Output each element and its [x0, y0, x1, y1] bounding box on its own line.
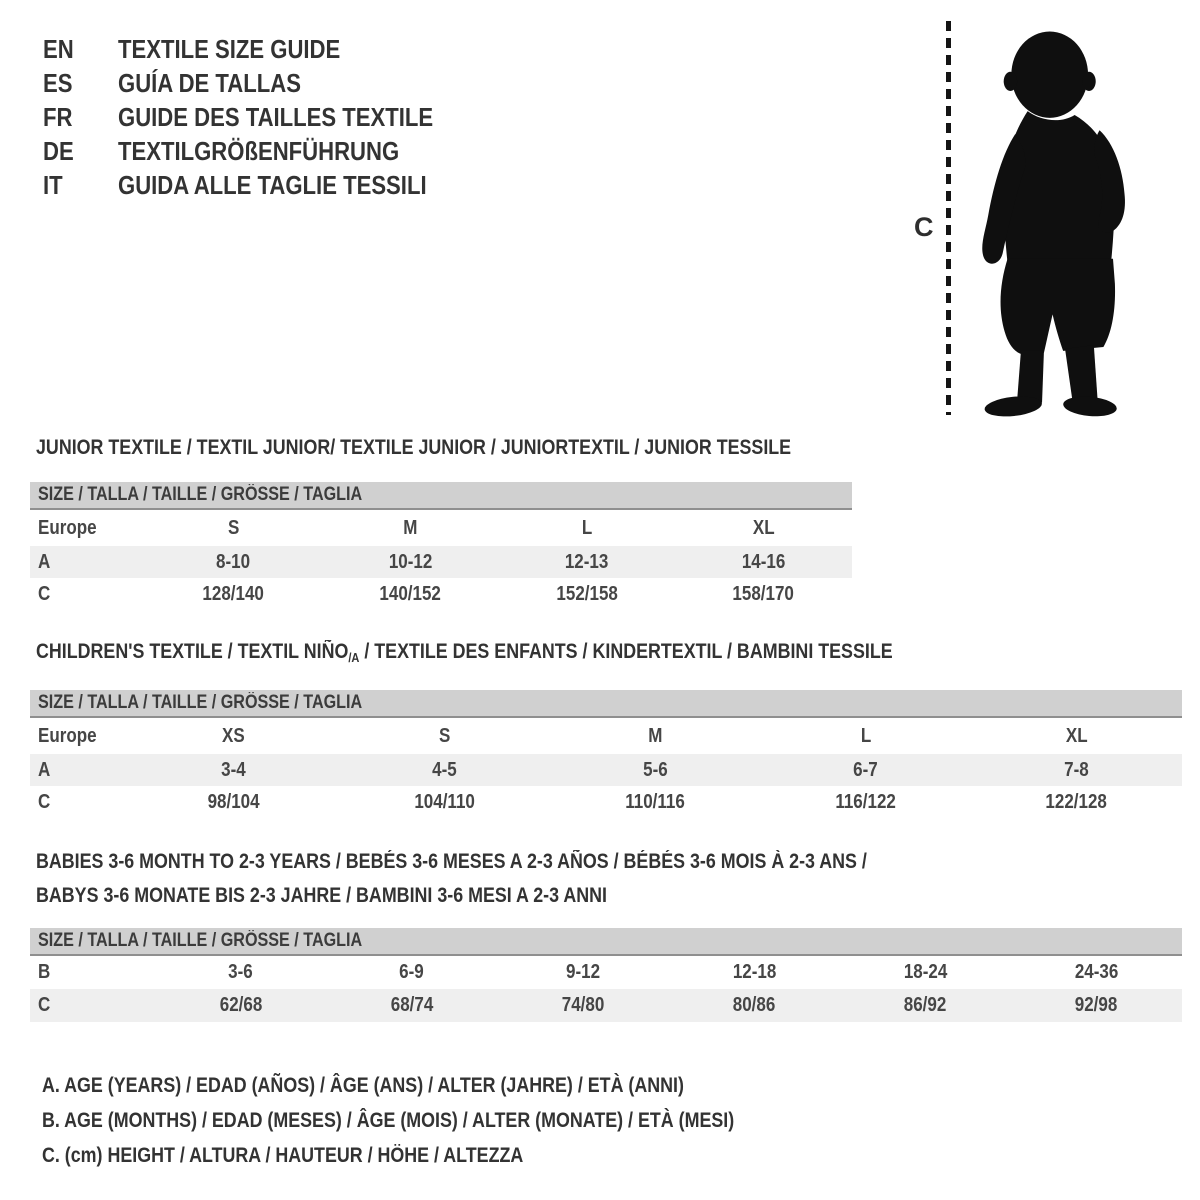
value-cell: 10-12	[388, 550, 432, 573]
value-cell: 7-8	[1064, 758, 1089, 781]
size-cell: XS	[222, 724, 245, 747]
value-cell: 8-10	[216, 550, 251, 573]
value-cell: 6-7	[853, 758, 879, 781]
language-title: GUIDA ALLE TAGLIE TESSILI	[118, 169, 427, 200]
row-label: B	[38, 961, 51, 983]
value-cell: 3-6	[228, 961, 253, 983]
row-label: C	[38, 582, 51, 605]
babies-size-table	[30, 928, 1182, 1022]
size-cell: L	[581, 516, 593, 539]
height-measure-dashed-line	[946, 21, 951, 415]
babies-row-b	[30, 956, 1182, 989]
row-label: C	[38, 994, 51, 1016]
legend-line-c: C. (cm) HEIGHT / ALTURA / HAUTEUR / HÖHE / ALTEZZA	[42, 1144, 524, 1167]
value-cell: 12-18	[732, 961, 776, 983]
value-cell: 18-24	[903, 961, 948, 983]
language-code: ES	[43, 67, 73, 98]
value-cell: 5-6	[642, 758, 668, 781]
value-cell: 62/68	[219, 994, 262, 1016]
size-header-bar: SIZE / TALLA / TAILLE / GRÖSSE / TAGLIA	[30, 928, 1182, 956]
value-cell: 74/80	[561, 994, 605, 1016]
height-measure-label: C	[914, 212, 934, 242]
language-row-en	[43, 32, 489, 66]
language-row-es	[43, 66, 489, 100]
language-title: TEXTILE SIZE GUIDE	[118, 33, 341, 64]
nino-a-subscript: /A	[348, 650, 360, 665]
language-code: IT	[43, 169, 63, 200]
size-cell: L	[860, 724, 871, 747]
children-row-c	[30, 786, 1182, 818]
value-cell: 152/158	[556, 582, 618, 605]
size-header-bar: SIZE / TALLA / TAILLE / GRÖSSE / TAGLIA	[30, 690, 1182, 718]
value-cell: 14-16	[741, 550, 786, 573]
size-cell: XL	[752, 516, 775, 539]
language-row-it	[43, 168, 489, 202]
value-cell: 128/140	[202, 582, 265, 605]
value-cell: 116/122	[835, 790, 897, 813]
legend-line-a: A. AGE (YEARS) / EDAD (AÑOS) / ÂGE (ANS) / ALTER (JAHRE) / ETÀ (ANNI)	[42, 1074, 684, 1097]
size-header-bar: SIZE / TALLA / TAILLE / GRÖSSE / TAGLIA	[30, 482, 852, 510]
value-cell: 4-5	[431, 758, 457, 781]
value-cell: 68/74	[390, 994, 434, 1016]
size-cell: S	[438, 724, 450, 747]
value-cell: 140/152	[379, 582, 441, 605]
region-label-cell: Europe	[38, 724, 97, 747]
value-cell: 122/128	[1045, 790, 1108, 813]
language-title: GUÍA DE TALLAS	[118, 67, 301, 98]
value-cell: 104/110	[413, 790, 475, 813]
size-cell: S	[227, 516, 240, 539]
children-size-table	[30, 690, 1182, 818]
value-cell: 98/104	[207, 790, 260, 813]
value-cell: 12-13	[565, 550, 609, 573]
row-label: A	[38, 758, 51, 781]
language-title: TEXTILGRÖßENFÜHRUNG	[118, 135, 400, 166]
value-cell: 24-36	[1074, 961, 1119, 983]
junior-size-table	[30, 482, 852, 610]
language-row-fr	[43, 100, 489, 134]
language-code: EN	[43, 33, 74, 64]
language-title: GUIDE DES TAILLES TEXTILE	[118, 101, 434, 132]
language-code: DE	[43, 135, 74, 166]
babies-row-c	[30, 989, 1182, 1022]
junior-size-row	[30, 510, 852, 546]
children-row-a	[30, 754, 1182, 786]
value-cell: 158/170	[732, 582, 795, 605]
value-cell: 92/98	[1075, 994, 1118, 1016]
toddler-silhouette	[973, 20, 1136, 417]
babies-section-title: BABIES 3-6 MONTH TO 2-3 YEARS / BEBÉS 3-6 MESES A 2-3 AÑOS / BÉBÉS 3-6 MOIS À 2-3 ANS / BABYS 3-6 MONATE BIS 2-3 JAHRE / BAMBINI 3-6 MESI A 2-3 ANNI	[36, 850, 867, 907]
value-cell: 86/92	[903, 994, 947, 1016]
size-cell: M	[647, 724, 663, 747]
value-cell: 3-4	[221, 758, 246, 781]
row-label: A	[38, 550, 51, 573]
legend-line-b: B. AGE (MONTHS) / EDAD (MESES) / ÂGE (MOIS) / ALTER (MONATE) / ETÀ (MESI)	[42, 1109, 735, 1132]
junior-section-title: JUNIOR TEXTILE / TEXTIL JUNIOR/ TEXTILE JUNIOR / JUNIORTEXTIL / JUNIOR TESSILE	[36, 436, 792, 459]
region-label-cell: Europe	[38, 516, 97, 539]
row-label: C	[38, 790, 51, 813]
language-row-de	[43, 134, 489, 168]
value-cell: 6-9	[399, 961, 425, 983]
size-cell: XL	[1065, 724, 1088, 747]
junior-row-c	[30, 578, 852, 610]
junior-row-a	[30, 546, 852, 578]
language-code: FR	[43, 101, 73, 132]
children-section-title: CHILDREN'S TEXTILE / TEXTIL NIÑO/A / TEXTILE DES ENFANTS / KINDERTEXTIL / BAMBINI TESSILE	[36, 640, 893, 665]
value-cell: 80/86	[732, 994, 776, 1016]
value-cell: 9-12	[565, 961, 600, 983]
size-cell: M	[403, 516, 418, 539]
language-header	[43, 32, 489, 202]
measurement-legend	[42, 1068, 856, 1173]
value-cell: 110/116	[625, 790, 685, 813]
children-size-row	[30, 718, 1182, 754]
